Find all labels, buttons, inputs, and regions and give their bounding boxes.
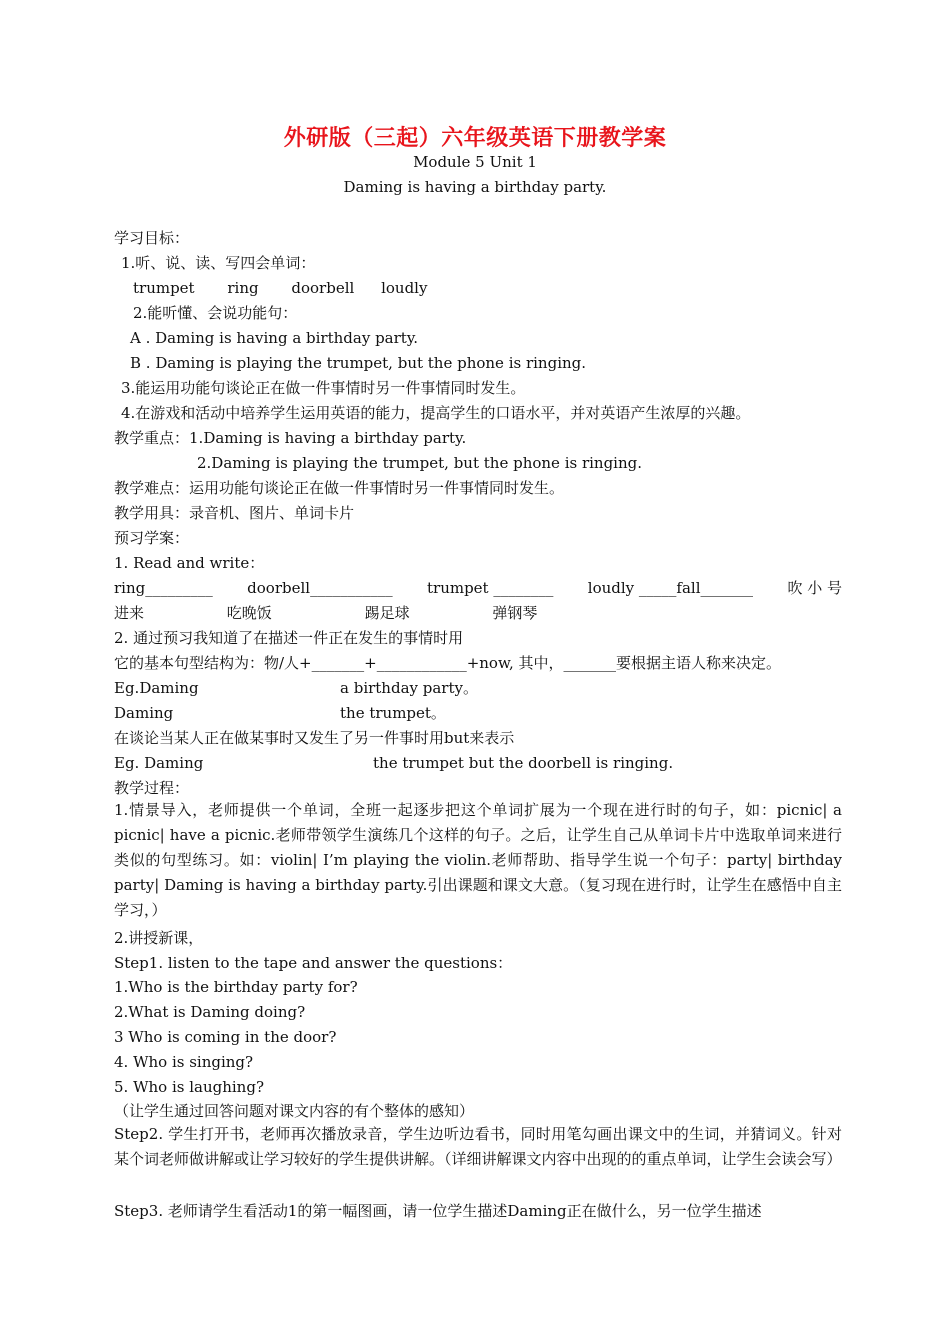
question-item: 3 Who is coming in the door? xyxy=(114,1028,337,1046)
example-subject: Eg.Daming xyxy=(114,679,199,697)
questions-note: （让学生通过回答问题对课文内容的有个整体的感知） xyxy=(114,1102,475,1120)
example-subject: Eg. Daming xyxy=(114,754,204,772)
fill-blank: loudly _____fall_______ xyxy=(587,579,754,597)
teaching-tools: 教学用具：录音机、图片、单词卡片 xyxy=(114,504,355,522)
example-rest: the trumpet but the doorbell is ringing. xyxy=(373,754,674,772)
key-point-1: 1.Daming is having a birthday party. xyxy=(189,429,467,447)
function-sentence-a: A . Daming is having a birthday party. xyxy=(130,329,419,347)
example-rest: a birthday party。 xyxy=(340,679,478,697)
fill-blank: 吃晚饭 xyxy=(226,604,272,622)
fill-blank-row-1 xyxy=(114,578,842,598)
teaching-difficulty: 教学难点：运用功能句谈论正在做一件事情时另一件事情同时发生。 xyxy=(114,479,565,497)
example-3 xyxy=(114,753,842,773)
objectives-heading: 学习目标： xyxy=(114,229,190,247)
preview-question-2: 2. 通过预习我知道了在描述一件正在发生的事情时用 xyxy=(114,629,464,647)
step-1: Step1. listen to the tape and answer the questions： xyxy=(114,954,513,972)
fill-blank: doorbell___________ xyxy=(247,579,393,597)
key-point-2: 2.Daming is playing the trumpet, but the phone is ringing. xyxy=(197,454,643,472)
question-item: 5. Who is laughing? xyxy=(114,1078,264,1096)
example-1 xyxy=(114,678,842,698)
vocab-word: ring xyxy=(227,279,259,297)
lesson-title: Daming is having a birthday party. xyxy=(343,178,607,196)
vocab-word: doorbell xyxy=(291,279,355,297)
fill-blank: 进来 xyxy=(114,604,145,622)
fill-blank: 踢足球 xyxy=(364,604,410,622)
document-title: 外研版（三起）六年级英语下册教学案 xyxy=(283,125,667,151)
question-item: 4. Who is singing? xyxy=(114,1053,254,1071)
objective-3: 3.能运用功能句谈论正在做一件事情时另一件事情同时发生。 xyxy=(121,379,526,397)
preview-heading: 预习学案： xyxy=(114,529,190,547)
vocab-word: trumpet xyxy=(133,279,195,297)
function-sentence-b: B . Daming is playing the trumpet, but the phone is ringing. xyxy=(130,354,587,372)
question-item: 1.Who is the birthday party for? xyxy=(114,978,358,996)
vocab-word: loudly xyxy=(381,279,428,297)
fill-blank-row-2 xyxy=(114,603,842,623)
new-lesson-heading: 2.讲授新课， xyxy=(114,929,204,947)
objective-2: 2.能听懂、会说功能句： xyxy=(133,304,298,322)
fill-blank: ring_________ xyxy=(114,579,213,597)
example-2 xyxy=(114,703,842,723)
step-3: Step3. 老师请学生看活动1的第一幅图画，请一位学生描述Daming正在做什么，另一位学生描述 xyxy=(114,1202,762,1220)
fill-blank: 弹钢琴 xyxy=(492,604,538,622)
example-subject: Daming xyxy=(114,704,174,722)
question-item: 2.What is Daming doing? xyxy=(114,1003,306,1021)
objective-1: 1.听、说、读、写四会单词： xyxy=(121,254,316,272)
but-note: 在谈论当某人正在做某事时又发生了另一件事时用but来表示 xyxy=(114,729,515,747)
sentence-structure: 它的基本句型结构为：物/人+_______+____________+now, 其中，_______要根据主语人称来决定。 xyxy=(114,654,782,672)
vocabulary-words xyxy=(133,278,842,298)
key-points xyxy=(114,428,842,448)
process-paragraph-1: 1.情景导入，老师提供一个单词，全班一起逐步把这个单词扩展为一个现在进行时的句子，如：picnic| a picnic| have a picnic.老师带领学生演练几个这样的句子。之后，让学生自己从单词卡片中选取单词来进行类似的句型练习。如：violin| I’m playing the violin.老师帮助、指导学生说一个句子：party| birthday party| Daming is having a birthday party.引出课题和课文大意。（复习现在进行时，让学生在感悟中自主学习，） xyxy=(114,801,842,919)
preview-question-1: 1. Read and write： xyxy=(114,554,265,572)
key-points-label: 教学重点： xyxy=(114,429,190,447)
fill-blank: trumpet ________ xyxy=(427,579,554,597)
fill-blank: 吹 小 号 xyxy=(787,579,842,597)
example-rest: the trumpet。 xyxy=(340,704,446,722)
step-2: Step2. 学生打开书，老师再次播放录音，学生边听边看书，同时用笔勾画出课文中的生词，并猜词义。针对某个词老师做讲解或让学习较好的学生提供讲解。（详细讲解课文内容中出现的的重点单词，让学生会读会写） xyxy=(114,1125,842,1168)
process-heading: 教学过程： xyxy=(114,779,190,797)
module-label: Module 5 Unit 1 xyxy=(413,153,537,171)
objective-4: 4.在游戏和活动中培养学生运用英语的能力，提高学生的口语水平，并对英语产生浓厚的兴趣。 xyxy=(121,404,751,422)
